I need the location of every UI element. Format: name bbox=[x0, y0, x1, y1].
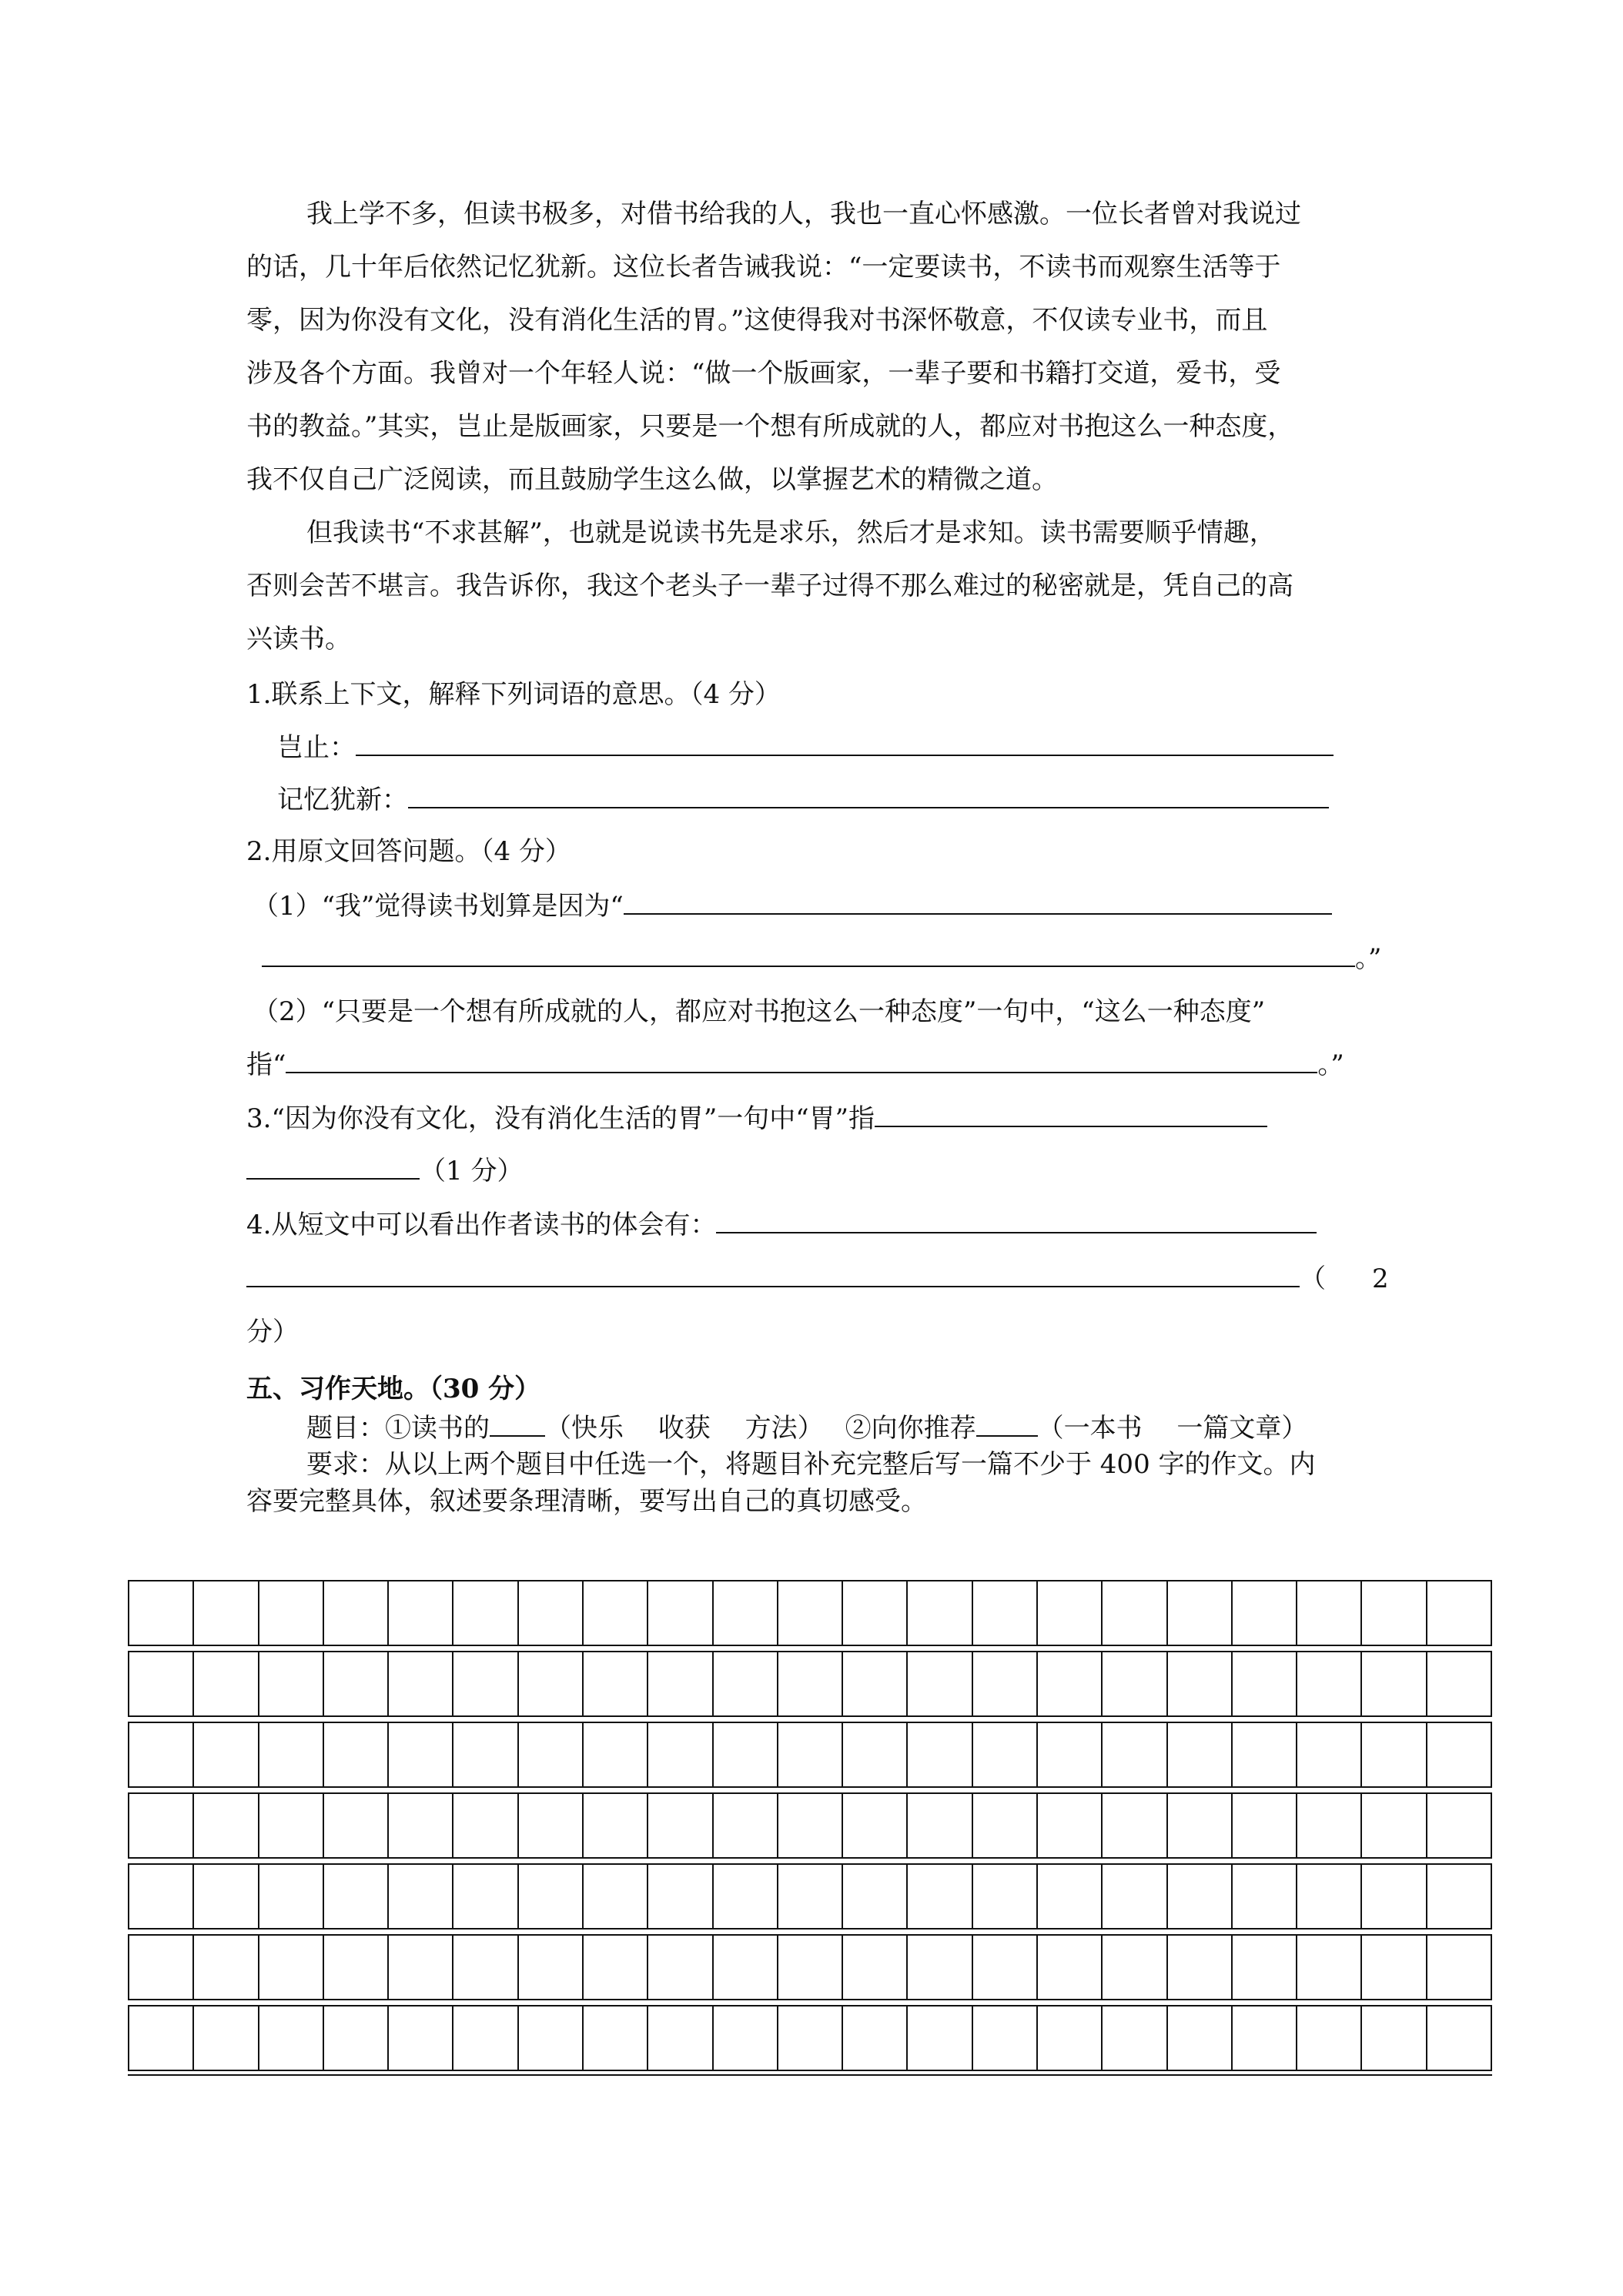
passage-line: 我上学不多，但读书极多，对借书给我的人，我也一直心怀感激。一位长者曾对我说过 bbox=[306, 199, 1301, 229]
score-open: （ bbox=[1300, 1263, 1326, 1294]
grid-cell[interactable] bbox=[584, 2006, 648, 2070]
grid-bottom-border bbox=[128, 2074, 1492, 2076]
grid-cell[interactable] bbox=[453, 1794, 518, 1857]
grid-cell[interactable] bbox=[129, 1794, 194, 1857]
grid-cell[interactable] bbox=[778, 2006, 843, 2070]
grid-cell[interactable] bbox=[714, 2006, 778, 2070]
grid-cell[interactable] bbox=[843, 1581, 908, 1645]
grid-cell[interactable] bbox=[648, 1652, 713, 1715]
passage-line: 我不仅自己广泛阅读，而且鼓励学生这么做，以掌握艺术的精微之道。 bbox=[246, 464, 1058, 495]
grid-cell[interactable] bbox=[1427, 1581, 1491, 1645]
grid-cell[interactable] bbox=[1297, 1723, 1362, 1786]
grid-cell[interactable] bbox=[778, 1936, 843, 1999]
question-2-sub-2-cont bbox=[246, 1049, 1394, 1080]
grid-cell[interactable] bbox=[648, 1936, 713, 1999]
grid-cell[interactable] bbox=[908, 1794, 972, 1857]
grid-cell[interactable] bbox=[843, 2006, 908, 2070]
passage-line: 书的教益。”其实，岂止是版画家，只要是一个想有所成就的人，都应对书抱这么一种态度， bbox=[246, 411, 1294, 442]
grid-cell[interactable] bbox=[389, 1794, 453, 1857]
answer-blank[interactable] bbox=[408, 784, 1329, 808]
grid-cell[interactable] bbox=[389, 1652, 453, 1715]
grid-cell[interactable] bbox=[324, 1581, 389, 1645]
grid-cell[interactable] bbox=[1362, 1865, 1427, 1928]
passage-line: 的话，几十年后依然记忆犹新。这位长者告诫我说：“一定要读书，不读书而观察生活等于 bbox=[246, 252, 1281, 283]
grid-cell[interactable] bbox=[129, 2006, 194, 2070]
grid-cell[interactable] bbox=[519, 1652, 584, 1715]
grid-cell[interactable] bbox=[129, 1581, 194, 1645]
grid-cell[interactable] bbox=[194, 1936, 259, 1999]
grid-cell[interactable] bbox=[194, 2006, 259, 2070]
grid-cell[interactable] bbox=[973, 1652, 1038, 1715]
term-label: 岂止： bbox=[277, 732, 356, 763]
grid-cell[interactable] bbox=[259, 1794, 324, 1857]
term-label: 记忆犹新： bbox=[277, 785, 408, 815]
grid-row bbox=[128, 1580, 1492, 1646]
grid-cell[interactable] bbox=[714, 1652, 778, 1715]
answer-blank[interactable] bbox=[624, 890, 1332, 915]
grid-row bbox=[128, 1722, 1492, 1788]
grid-cell[interactable] bbox=[1168, 1581, 1233, 1645]
grid-cell[interactable] bbox=[1168, 1936, 1233, 1999]
question-2-title: 2.用原文回答问题。（4 分） bbox=[246, 836, 571, 867]
grid-row bbox=[128, 2005, 1492, 2071]
score-number: 2 bbox=[1372, 1263, 1389, 1294]
question-text: 4.从短文中可以看出作者读书的体会有： bbox=[246, 1210, 717, 1240]
grid-cell[interactable] bbox=[453, 1581, 518, 1645]
grid-cell[interactable] bbox=[324, 1794, 389, 1857]
grid-cell[interactable] bbox=[843, 1723, 908, 1786]
grid-cell[interactable] bbox=[973, 2006, 1038, 2070]
grid-cell[interactable] bbox=[648, 1794, 713, 1857]
answer-blank[interactable] bbox=[246, 1263, 1300, 1287]
grid-cell[interactable] bbox=[1168, 1723, 1233, 1786]
score-label: （1 分） bbox=[420, 1156, 524, 1186]
grid-cell[interactable] bbox=[778, 1652, 843, 1715]
grid-cell[interactable] bbox=[908, 1936, 972, 1999]
grid-cell[interactable] bbox=[1168, 1865, 1233, 1928]
grid-cell[interactable] bbox=[1038, 1936, 1103, 1999]
grid-cell[interactable] bbox=[194, 1723, 259, 1786]
grid-cell[interactable] bbox=[714, 1794, 778, 1857]
grid-cell[interactable] bbox=[1233, 1581, 1297, 1645]
grid-cell[interactable] bbox=[519, 1723, 584, 1786]
grid-cell[interactable] bbox=[453, 1652, 518, 1715]
grid-cell[interactable] bbox=[1038, 1581, 1103, 1645]
grid-cell[interactable] bbox=[1233, 1936, 1297, 1999]
grid-cell[interactable] bbox=[973, 1865, 1038, 1928]
grid-cell[interactable] bbox=[453, 1936, 518, 1999]
grid-cell[interactable] bbox=[1362, 1723, 1427, 1786]
grid-cell[interactable] bbox=[1233, 1865, 1297, 1928]
grid-row bbox=[128, 1792, 1492, 1859]
grid-cell[interactable] bbox=[324, 1723, 389, 1786]
grid-cell[interactable] bbox=[908, 1865, 972, 1928]
grid-cell[interactable] bbox=[1362, 1794, 1427, 1857]
question-4-cont bbox=[246, 1263, 1394, 1294]
grid-cell[interactable] bbox=[1297, 2006, 1362, 2070]
answer-blank[interactable] bbox=[262, 942, 1355, 967]
grid-cell[interactable] bbox=[1103, 1723, 1167, 1786]
grid-cell[interactable] bbox=[778, 1581, 843, 1645]
grid-cell[interactable] bbox=[324, 1865, 389, 1928]
grid-cell[interactable] bbox=[1297, 1581, 1362, 1645]
grid-cell[interactable] bbox=[1038, 1652, 1103, 1715]
grid-cell[interactable] bbox=[584, 1652, 648, 1715]
passage-line: 但我读书“不求甚解”，也就是说读书先是求乐，然后才是求知。读书需要顺乎情趣， bbox=[306, 517, 1276, 548]
grid-cell[interactable] bbox=[1103, 2006, 1167, 2070]
passage-line: 否则会苦不堪言。我告诉你，我这个老头子一辈子过得不那么难过的秘密就是，凭自己的高 bbox=[246, 571, 1293, 601]
grid-cell[interactable] bbox=[1297, 1865, 1362, 1928]
grid-cell[interactable] bbox=[1038, 1865, 1103, 1928]
grid-cell[interactable] bbox=[1038, 2006, 1103, 2070]
question-1-item-1 bbox=[277, 731, 1424, 763]
topic-blank-2[interactable] bbox=[976, 1412, 1038, 1437]
grid-cell[interactable] bbox=[519, 1794, 584, 1857]
answer-blank[interactable] bbox=[875, 1103, 1267, 1127]
grid-cell[interactable] bbox=[1427, 1723, 1491, 1786]
passage-line: 涉及各个方面。我曾对一个年轻人说：“做一个版画家，一辈子要和书籍打交道，爱书，受 bbox=[246, 358, 1281, 389]
passage-line: 兴读书。 bbox=[246, 624, 351, 654]
grid-cell[interactable] bbox=[389, 1581, 453, 1645]
grid-cell[interactable] bbox=[324, 1936, 389, 1999]
grid-cell[interactable] bbox=[908, 1723, 972, 1786]
grid-cell[interactable] bbox=[1362, 1652, 1427, 1715]
grid-cell[interactable] bbox=[1103, 1865, 1167, 1928]
grid-cell[interactable] bbox=[194, 1581, 259, 1645]
grid-cell[interactable] bbox=[908, 2006, 972, 2070]
grid-cell[interactable] bbox=[778, 1794, 843, 1857]
grid-cell[interactable] bbox=[129, 1936, 194, 1999]
grid-cell[interactable] bbox=[648, 1865, 713, 1928]
grid-cell[interactable] bbox=[389, 1936, 453, 1999]
grid-cell[interactable] bbox=[194, 1794, 259, 1857]
passage-line: 零，因为你没有文化，没有消化生活的胃。”这使得我对书深怀敬意，不仅读专业书，而且 bbox=[246, 305, 1268, 336]
writing-grid bbox=[128, 1580, 1492, 2228]
grid-cell[interactable] bbox=[714, 1723, 778, 1786]
grid-cell[interactable] bbox=[1233, 1794, 1297, 1857]
answer-blank[interactable] bbox=[356, 731, 1334, 756]
grid-cell[interactable] bbox=[1103, 1936, 1167, 1999]
grid-cell[interactable] bbox=[1103, 1794, 1167, 1857]
question-2-sub-2: （2）“只要是一个想有所成就的人，都应对书抱这么一种态度”一句中，“这么一种态度” bbox=[253, 996, 1266, 1027]
question-3 bbox=[246, 1103, 1394, 1134]
grid-cell[interactable] bbox=[1233, 2006, 1297, 2070]
answer-blank[interactable] bbox=[716, 1209, 1317, 1233]
topic-line bbox=[306, 1412, 1454, 1444]
grid-cell[interactable] bbox=[1297, 1652, 1362, 1715]
grid-cell[interactable] bbox=[194, 1652, 259, 1715]
topic-2-label: ②向你推荐 bbox=[845, 1413, 976, 1444]
grid-cell[interactable] bbox=[648, 1581, 713, 1645]
grid-cell[interactable] bbox=[324, 1652, 389, 1715]
grid-cell[interactable] bbox=[584, 1794, 648, 1857]
grid-cell[interactable] bbox=[129, 1865, 194, 1928]
grid-cell[interactable] bbox=[908, 1581, 972, 1645]
topic-options-1: （快乐 收获 方法） bbox=[545, 1413, 824, 1444]
grid-cell[interactable] bbox=[519, 2006, 584, 2070]
grid-cell[interactable] bbox=[843, 1652, 908, 1715]
grid-cell[interactable] bbox=[584, 1581, 648, 1645]
topic-options-2: （一本书 一篇文章） bbox=[1037, 1413, 1308, 1444]
question-3-cont bbox=[246, 1155, 1394, 1186]
grid-cell[interactable] bbox=[453, 2006, 518, 2070]
grid-cell[interactable] bbox=[389, 1723, 453, 1786]
grid-row bbox=[128, 1934, 1492, 2000]
grid-cell[interactable] bbox=[584, 1865, 648, 1928]
grid-cell[interactable] bbox=[389, 2006, 453, 2070]
grid-cell[interactable] bbox=[389, 1865, 453, 1928]
grid-cell[interactable] bbox=[259, 1723, 324, 1786]
grid-cell[interactable] bbox=[778, 1723, 843, 1786]
grid-cell[interactable] bbox=[1168, 2006, 1233, 2070]
grid-cell[interactable] bbox=[973, 1723, 1038, 1786]
grid-cell[interactable] bbox=[648, 2006, 713, 2070]
grid-cell[interactable] bbox=[129, 1652, 194, 1715]
question-1-item-2 bbox=[277, 784, 1424, 815]
grid-cell[interactable] bbox=[973, 1936, 1038, 1999]
sub-question-text: （1）“我”觉得读书划算是因为“ bbox=[253, 891, 624, 922]
requirement-line: 要求：从以上两个题目中任选一个，将题目补充完整后写一篇不少于 400 字的作文。内 bbox=[306, 1449, 1316, 1480]
question-4 bbox=[246, 1209, 1394, 1240]
requirement-line: 容要完整具体，叙述要条理清晰，要写出自己的真切感受。 bbox=[246, 1486, 927, 1517]
grid-row bbox=[128, 1863, 1492, 1930]
grid-cell[interactable] bbox=[1168, 1794, 1233, 1857]
section-heading: 五、习作天地。（30 分） bbox=[246, 1374, 541, 1404]
grid-cell[interactable] bbox=[324, 2006, 389, 2070]
grid-cell[interactable] bbox=[259, 1936, 324, 1999]
question-1-title: 1.联系上下文，解释下列词语的意思。（4 分） bbox=[246, 679, 781, 710]
question-2-sub-1 bbox=[253, 890, 1400, 922]
grid-cell[interactable] bbox=[1038, 1723, 1103, 1786]
grid-cell[interactable] bbox=[714, 1865, 778, 1928]
grid-cell[interactable] bbox=[778, 1865, 843, 1928]
topic-label: 题目：①读书的 bbox=[306, 1413, 490, 1444]
grid-cell[interactable] bbox=[843, 1936, 908, 1999]
grid-cell[interactable] bbox=[973, 1794, 1038, 1857]
grid-cell[interactable] bbox=[908, 1652, 972, 1715]
grid-cell[interactable] bbox=[1233, 1652, 1297, 1715]
grid-cell[interactable] bbox=[1103, 1581, 1167, 1645]
topic-blank-1[interactable] bbox=[490, 1412, 545, 1437]
grid-cell[interactable] bbox=[648, 1723, 713, 1786]
grid-cell[interactable] bbox=[714, 1936, 778, 1999]
grid-cell[interactable] bbox=[843, 1865, 908, 1928]
grid-cell[interactable] bbox=[1168, 1652, 1233, 1715]
sub-question-text: 指“ bbox=[246, 1049, 286, 1080]
grid-cell[interactable] bbox=[843, 1794, 908, 1857]
score-close: 分） bbox=[246, 1317, 299, 1347]
grid-cell[interactable] bbox=[1427, 2006, 1491, 2070]
question-2-sub-1-cont bbox=[262, 942, 1409, 974]
grid-cell[interactable] bbox=[1362, 2006, 1427, 2070]
grid-cell[interactable] bbox=[1427, 1865, 1491, 1928]
grid-cell[interactable] bbox=[1297, 1936, 1362, 1999]
grid-cell[interactable] bbox=[259, 2006, 324, 2070]
grid-cell[interactable] bbox=[584, 1723, 648, 1786]
answer-blank[interactable] bbox=[286, 1049, 1317, 1073]
grid-cell[interactable] bbox=[259, 1581, 324, 1645]
grid-cell[interactable] bbox=[1103, 1652, 1167, 1715]
grid-cell[interactable] bbox=[259, 1865, 324, 1928]
grid-cell[interactable] bbox=[519, 1581, 584, 1645]
closing-quote: 。” bbox=[1317, 1049, 1344, 1080]
grid-cell[interactable] bbox=[1362, 1581, 1427, 1645]
grid-cell[interactable] bbox=[519, 1865, 584, 1928]
grid-cell[interactable] bbox=[194, 1865, 259, 1928]
question-text: 3.“因为你没有文化，没有消化生活的胃”一句中“胃”指 bbox=[246, 1103, 875, 1134]
grid-cell[interactable] bbox=[519, 1936, 584, 1999]
answer-blank[interactable] bbox=[246, 1155, 420, 1180]
grid-cell[interactable] bbox=[1038, 1794, 1103, 1857]
grid-cell[interactable] bbox=[973, 1581, 1038, 1645]
grid-cell[interactable] bbox=[1427, 1936, 1491, 1999]
grid-cell[interactable] bbox=[453, 1723, 518, 1786]
grid-cell[interactable] bbox=[129, 1723, 194, 1786]
grid-cell[interactable] bbox=[1362, 1936, 1427, 1999]
grid-cell[interactable] bbox=[1427, 1652, 1491, 1715]
grid-cell[interactable] bbox=[1427, 1794, 1491, 1857]
grid-cell[interactable] bbox=[259, 1652, 324, 1715]
grid-cell[interactable] bbox=[584, 1936, 648, 1999]
grid-cell[interactable] bbox=[1297, 1794, 1362, 1857]
grid-cell[interactable] bbox=[714, 1581, 778, 1645]
grid-cell[interactable] bbox=[1233, 1723, 1297, 1786]
closing-quote: 。” bbox=[1355, 943, 1382, 974]
grid-cell[interactable] bbox=[453, 1865, 518, 1928]
grid-row bbox=[128, 1651, 1492, 1717]
